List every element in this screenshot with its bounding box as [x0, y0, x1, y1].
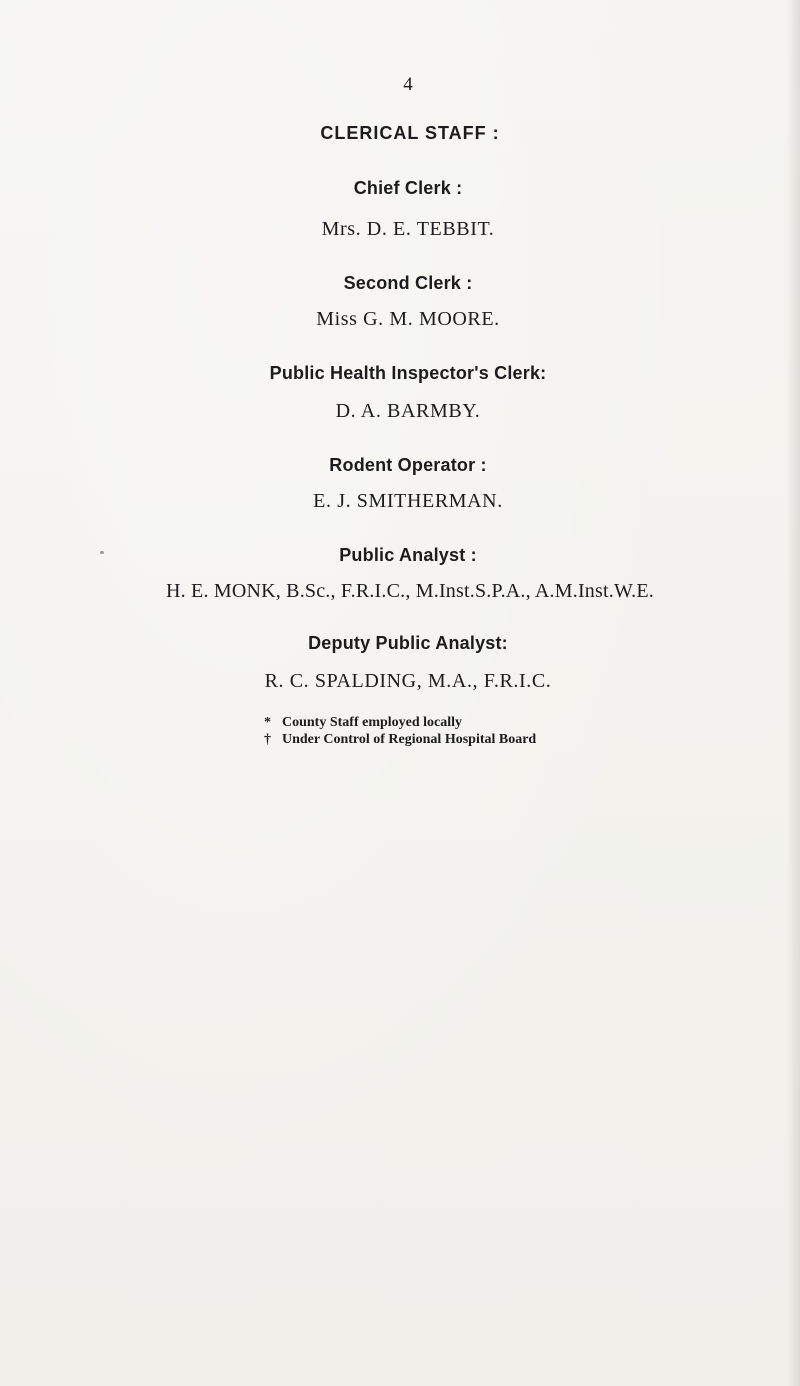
role-heading-deputy-public-analyst: Deputy Public Analyst: [308, 633, 508, 653]
role-heading-second-clerk: Second Clerk : [343, 273, 473, 293]
section-title: CLERICAL STAFF : [320, 123, 500, 143]
role-heading-chief-clerk: Chief Clerk : [353, 178, 463, 198]
footnote-symbol-dagger: † [264, 732, 271, 747]
footnote-symbol-asterisk: * [264, 715, 271, 730]
role-heading-inspectors-clerk: Public Health Inspector's Clerk: [269, 363, 547, 383]
footnote-text: Under Control of Regional Hospital Board [282, 732, 537, 747]
footnote-text: County Staff employed locally [282, 715, 463, 730]
staff-name-rodent-operator: E. J. SMITHERMAN. [313, 490, 503, 512]
staff-name-public-analyst: H. E. MONK, B.Sc., F.R.I.C., M.Inst.S.P.A., A.M.Inst.W.E. [165, 580, 654, 602]
footnotes [264, 714, 536, 748]
page-edge-shadow [786, 0, 800, 1386]
role-heading-public-analyst: Public Analyst : [339, 545, 477, 565]
staff-name-chief-clerk: Mrs. D. E. TEBBIT. [321, 218, 495, 240]
footnote-regional-board [264, 731, 536, 748]
staff-name-deputy-public-analyst: R. C. SPALDING, M.A., F.R.I.C. [264, 670, 552, 692]
page-number: 4 [403, 74, 413, 95]
role-heading-rodent-operator: Rodent Operator : [329, 455, 487, 475]
staff-name-second-clerk: Miss G. M. MOORE. [316, 308, 500, 330]
footnote-county-staff [264, 714, 536, 731]
staff-name-inspectors-clerk: D. A. BARMBY. [335, 400, 481, 422]
